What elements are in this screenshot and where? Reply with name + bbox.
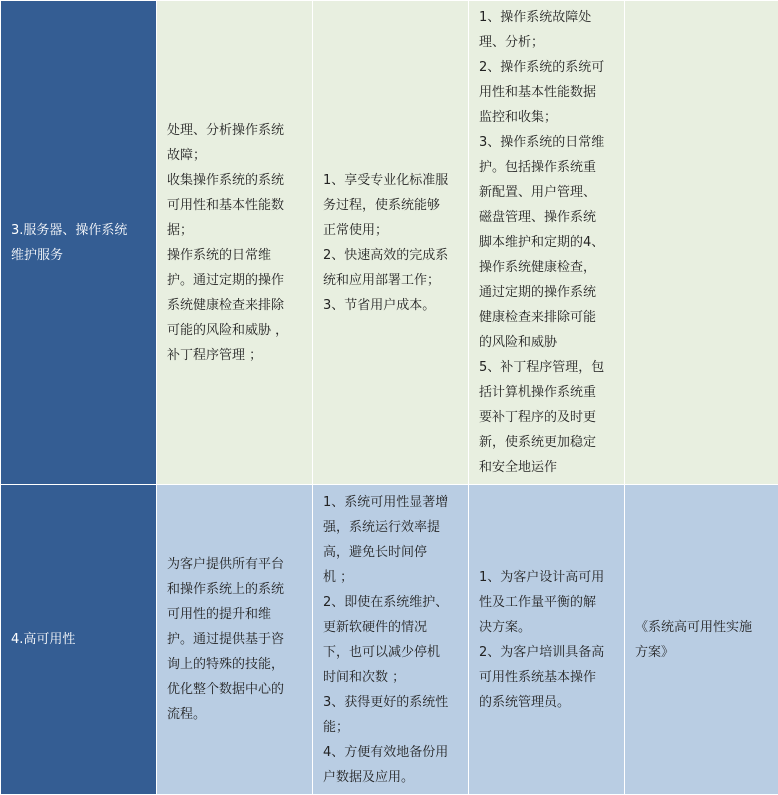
value-line: 更新软硬件的情况 [323, 615, 458, 640]
value-line: 机 ； [323, 565, 458, 590]
content-line: 处理、分析操作系统 [167, 118, 302, 143]
document-line: 方案》 [635, 640, 768, 665]
value-line: 能； [323, 715, 458, 740]
service-content-cell [157, 1, 313, 485]
value-line: 3、节省用户成本。 [323, 293, 458, 318]
deliverable-line: 新，使系统更加稳定 [479, 430, 614, 455]
content-line: 操作系统的日常维 [167, 243, 302, 268]
value-line: 高，避免长时间停 [323, 540, 458, 565]
deliverable-line: 要补丁程序的及时更 [479, 405, 614, 430]
content-line: 可用性的提升和维 [167, 602, 302, 627]
document-cell [625, 485, 778, 795]
content-line: 收集操作系统的系统 [167, 168, 302, 193]
deliverable-line: 3、操作系统的日常维 [479, 130, 614, 155]
deliverable-line: 2、为客户培训具备高 [479, 640, 614, 665]
deliverable-line: 和安全地运作 [479, 455, 614, 480]
deliverable-line: 理、分析； [479, 30, 614, 55]
content-line: 护。通过定期的操作 [167, 268, 302, 293]
value-line: 时间和次数 ； [323, 665, 458, 690]
content-line: 据； [167, 218, 302, 243]
content-line: 可用性和基本性能数 [167, 193, 302, 218]
content-line: 补丁程序管理 ； [167, 343, 302, 368]
deliverable-line: 的风险和威胁 [479, 330, 614, 355]
deliverable-line: 的系统管理员。 [479, 690, 614, 715]
deliverable-line: 性及工作量平衡的解 [479, 590, 614, 615]
deliverable-line: 护。包括操作系统重 [479, 155, 614, 180]
value-line: 2、即使在系统维护、 [323, 590, 458, 615]
value-line: 强，系统运行效率提 [323, 515, 458, 540]
deliverable-line: 磁盘管理、操作系统 [479, 205, 614, 230]
table-row-high-availability [1, 485, 778, 795]
deliverable-line: 括计算机操作系统重 [479, 380, 614, 405]
value-line: 务过程，使系统能够 [323, 193, 458, 218]
value-line: 3、获得更好的系统性 [323, 690, 458, 715]
content-line: 可能的风险和威胁 ， [167, 318, 302, 343]
service-content-cell [157, 485, 313, 795]
content-line: 护。通过提供基于咨 [167, 627, 302, 652]
row-header-server-os-maintenance [1, 1, 157, 485]
deliverable-line: 用性和基本性能数据 [479, 80, 614, 105]
content-line: 故障； [167, 143, 302, 168]
document-cell [625, 1, 778, 485]
content-line: 优化整个数据中心的 [167, 677, 302, 702]
content-line: 系统健康检查来排除 [167, 293, 302, 318]
deliverable-line: 1、为客户设计高可用 [479, 565, 614, 590]
content-line: 流程。 [167, 702, 302, 727]
value-line: 正常使用； [323, 218, 458, 243]
deliverable-line: 5、补丁程序管理，包 [479, 355, 614, 380]
content-line: 询上的特殊的技能， [167, 652, 302, 677]
deliverable-line: 操作系统健康检查， [479, 255, 614, 280]
deliverable-cell [469, 485, 625, 795]
deliverable-line: 健康检查来排除可能 [479, 305, 614, 330]
value-line: 4、方便有效地备份用 [323, 740, 458, 765]
row-header-line: 4.高可用性 [11, 627, 146, 652]
deliverable-line: 可用性系统基本操作 [479, 665, 614, 690]
deliverable-cell [469, 1, 625, 485]
deliverable-line: 1、操作系统故障处 [479, 5, 614, 30]
deliverable-line: 决方案。 [479, 615, 614, 640]
value-line: 户数据及应用。 [323, 765, 458, 790]
customer-value-cell [313, 485, 469, 795]
value-line: 1、享受专业化标准服 [323, 168, 458, 193]
value-line: 2、快速高效的完成系 [323, 243, 458, 268]
value-line: 统和应用部署工作； [323, 268, 458, 293]
deliverable-line: 2、操作系统的系统可 [479, 55, 614, 80]
content-line: 和操作系统上的系统 [167, 577, 302, 602]
deliverable-line: 脚本维护和定期的4、 [479, 230, 614, 255]
row-header-line: 3.服务器、操作系统 [11, 218, 146, 243]
customer-value-cell [313, 1, 469, 485]
row-header-line: 维护服务 [11, 243, 146, 268]
row-header-high-availability [1, 485, 157, 795]
deliverable-line: 通过定期的操作系统 [479, 280, 614, 305]
value-line: 1、系统可用性显著增 [323, 490, 458, 515]
document-line: 《系统高可用性实施 [635, 615, 768, 640]
value-line: 下，也可以减少停机 [323, 640, 458, 665]
table-row-server-os-maintenance [1, 1, 778, 485]
deliverable-line: 新配置、用户管理、 [479, 180, 614, 205]
content-line: 为客户提供所有平台 [167, 552, 302, 577]
deliverable-line: 监控和收集； [479, 105, 614, 130]
